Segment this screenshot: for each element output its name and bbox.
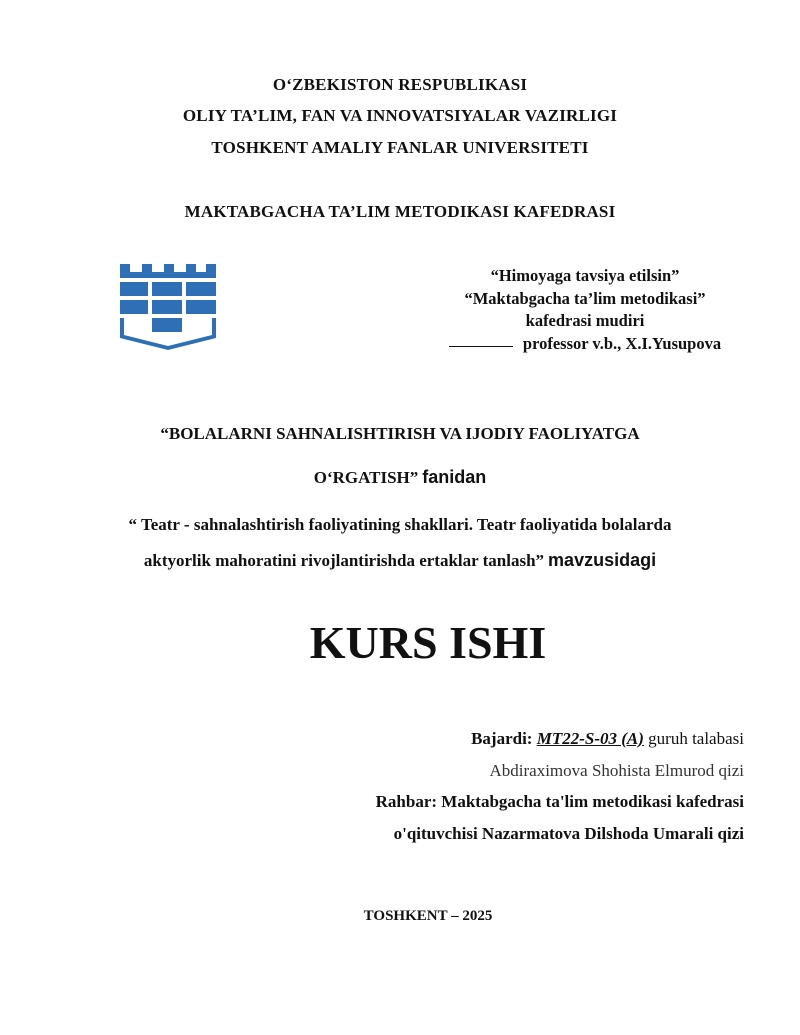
topic-line-2-suffix: mavzusidagi — [548, 550, 657, 570]
approval-signature-row — [420, 333, 750, 356]
group-code: MT22-S-03 (A) — [536, 729, 644, 748]
topic-line-2-main: aktyorlik mahoratini rivojlantirishda ertaklar tanlash” — [143, 551, 545, 570]
signature-line — [449, 346, 513, 347]
supervisor-line-2: o'qituvchisi Nazarmatova Dilshoda Umarali qizi — [393, 824, 744, 843]
department-heading: MAKTABGACHA TA’LIM METODIKASI KAFEDRASI — [184, 202, 616, 221]
university-logo — [118, 262, 218, 352]
republic-heading: O‘ZBEKISTON RESPUBLIKASI — [272, 75, 528, 94]
subject-line-1: “BOLALARNI SAHNALISHTIRISH VA IJODIY FAOLIYATGA — [160, 424, 640, 443]
document-title: KURS ISHI — [309, 617, 547, 668]
group-suffix: guruh talabasi — [648, 729, 744, 748]
approval-line-3: kafedrasi mudiri — [525, 311, 645, 330]
topic-line-2 — [0, 550, 800, 571]
place-year: TOSHKENT – 2025 — [363, 908, 493, 924]
supervisor-line-1: Rahbar: Maktabgacha ta'lim metodikasi kafedrasi — [375, 792, 744, 811]
subject-line-2-caps: O‘RGATISH” — [313, 468, 419, 487]
subject-line-2-suffix: fanidan — [422, 467, 487, 487]
approval-block — [420, 265, 750, 355]
university-heading: TOSHKENT AMALIY FANLAR UNIVERSITETI — [211, 138, 589, 157]
author-label: Bajardi: — [471, 729, 533, 748]
subject-line-2 — [0, 467, 800, 488]
author-group-line — [471, 729, 744, 749]
approval-line-1: “Himoyaga tavsiya etilsin” — [490, 266, 680, 285]
author-name: Abdiraximova Shohista Elmurod qizi — [489, 761, 744, 780]
ministry-heading: OLIY TA’LIM, FAN VA INNOVATSIYALAR VAZIRLIGI — [182, 106, 618, 125]
topic-line-1: “ Teatr - sahnalashtirish faoliyatining shakllari. Teatr faoliyatida bolalarda — [128, 515, 672, 534]
approval-line-4: professor v.b., X.I.Yusupova — [522, 333, 722, 353]
approval-line-2: “Maktabgacha ta’lim metodikasi” — [464, 288, 706, 308]
